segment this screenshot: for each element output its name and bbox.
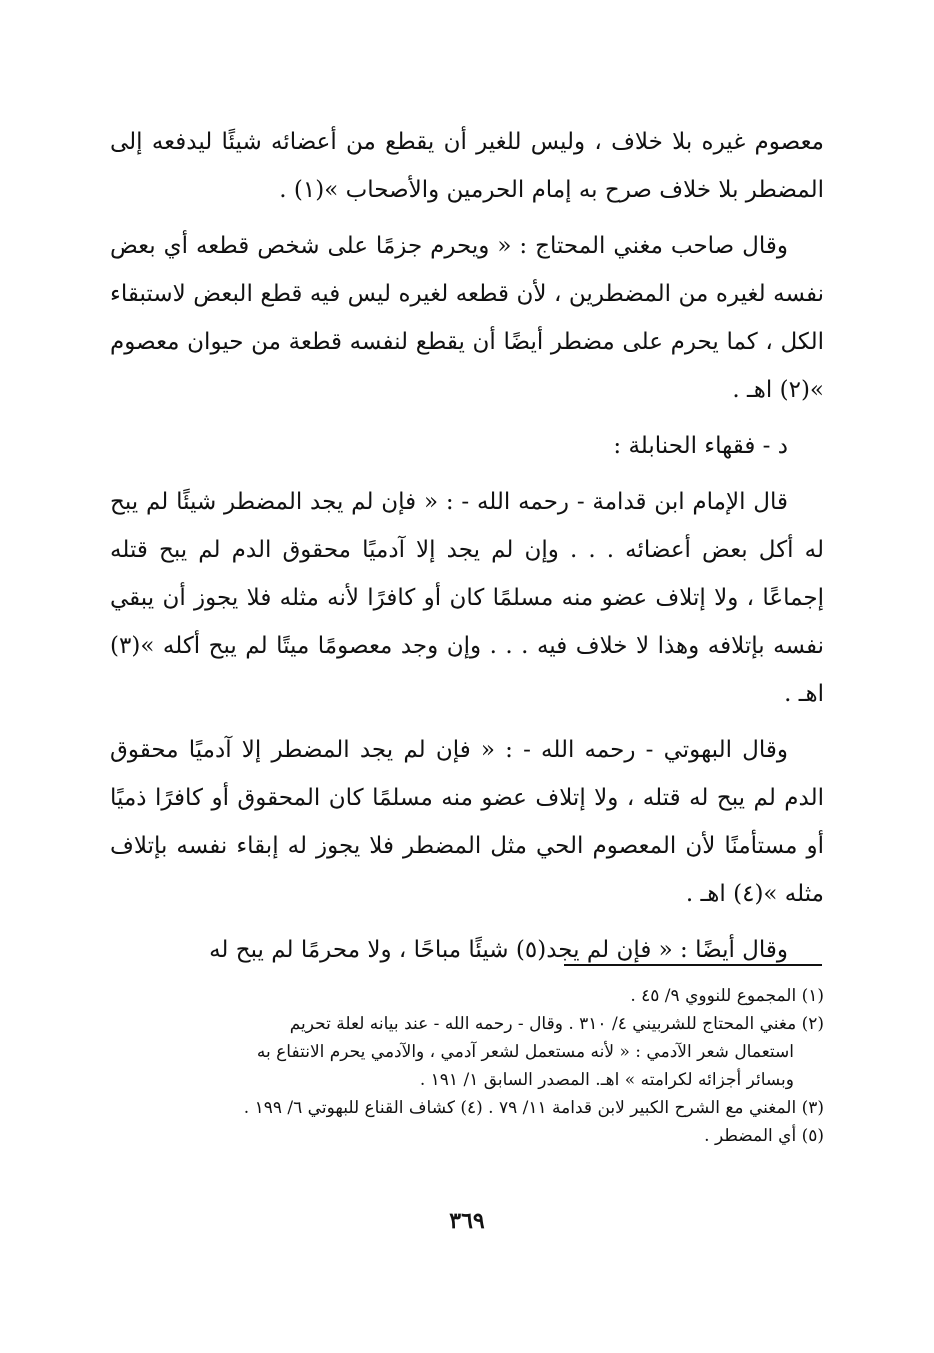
footnote-continuation: استعمال شعر الآدمي : « لأنه مستعمل لشعر آدمي ، والآدمي يحرم الانتفاع به xyxy=(256,1042,794,1062)
paragraph: قال الإمام ابن قدامة - رحمه الله - : « فإن لم يجد المضطر شيئًا لم يبح له أكل بعض أعضائه . . . وإن لم يجد إلا آدميًا محقوق الدم لم يبح قتله إجماعًا ، ولا إتلاف عضو منه مسلمًا كان أو كافرًا لأنه مثله فلا يجوز أن يبقي نفسه بإتلافه وهذا لا خلاف فيه . . . وإن وجد معصومًا ميتًا لم يبح أكله »(٣) اهـ . xyxy=(110,489,824,707)
paragraph: معصوم غيره بلا خلاف ، وليس للغير أن يقطع من أعضائه شيئًا ليدفعه إلى المضطر بلا خلاف صرح به إمام الحرمين والأصحاب »(١) . xyxy=(110,129,824,203)
footnote-divider xyxy=(564,964,822,966)
paragraph: وقال أيضًا : « فإن لم يجد(٥) شيئًا مباحًا ، ولا محرمًا لم يبح له xyxy=(209,937,788,963)
page-number: ٣٦٩ xyxy=(449,1208,485,1234)
footnotes xyxy=(110,982,824,1150)
section-heading: د - فقهاء الحنابلة : xyxy=(613,433,788,459)
paragraph: وقال صاحب مغني المحتاج : « ويحرم جزمًا على شخص قطعه أي بعض نفسه لغيره من المضطرين ، لأن قطعه لغيره ليس فيه قطع البعض لاستبقاء الكل ، كما يحرم على مضطر أيضًا أن يقطع لنفسه قطعة من حيوان معصوم »(٢) اهـ . xyxy=(110,233,824,403)
main-text xyxy=(110,118,824,982)
footnote: (٢) مغني المحتاج للشربيني ٤/ ٣١٠ . وقال - رحمه الله - عند بيانه لعلة تحريم xyxy=(289,1014,824,1034)
footnote: (٣) المغني مع الشرح الكبير لابن قدامة ١١/ ٧٩ . (٤) كشاف القناع للبهوتي ٦/ ١٩٩ . xyxy=(243,1098,824,1118)
footnote: (١) المجموع للنووي ٩/ ٤٥ . xyxy=(630,986,824,1006)
paragraph: وقال البهوتي - رحمه الله - : « فإن لم يجد المضطر إلا آدميًا محقوق الدم لم يبح له قتله ، ولا إتلاف عضو منه مسلمًا كان المحقوق أو كافرًا ذميًا أو مستأمنًا لأن المعصوم الحي مثل المضطر فلا يجوز له إبقاء نفسه بإتلاف مثله »(٤) اهـ . xyxy=(110,737,824,907)
footnote-continuation: وبسائر أجزائه لكرامته » اهـ. المصدر السابق ١/ ١٩١ . xyxy=(419,1070,794,1090)
footnote: (٥) أي المضطر . xyxy=(704,1126,824,1146)
